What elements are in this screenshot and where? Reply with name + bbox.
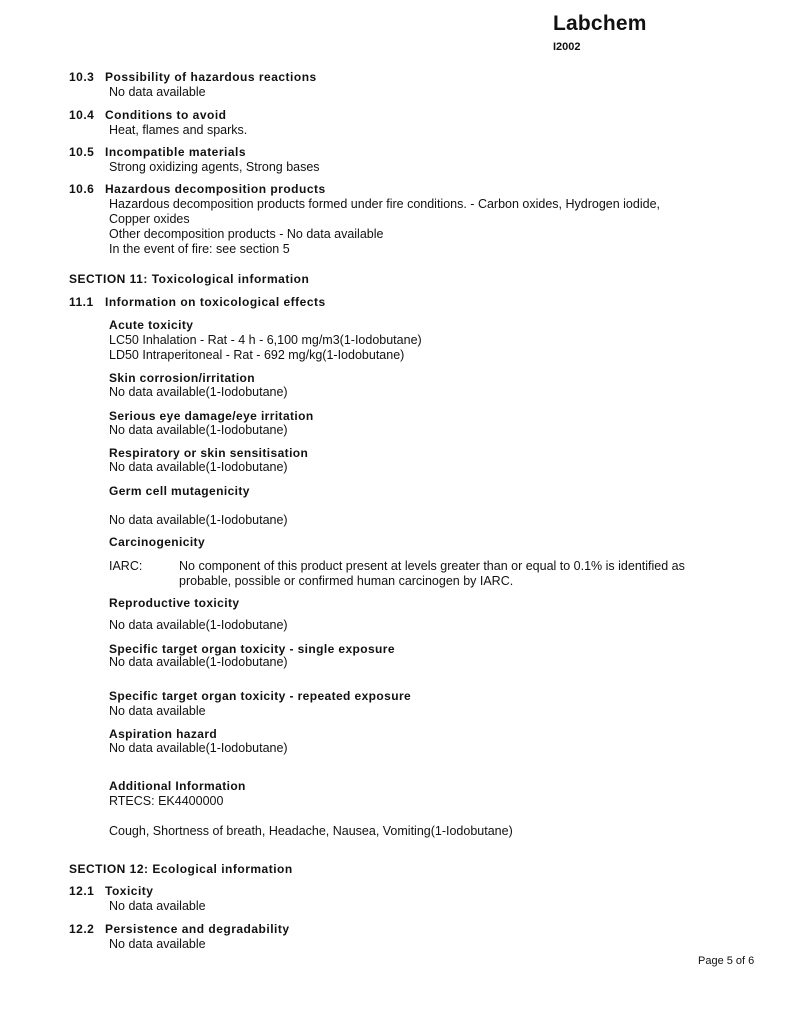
decomposition-line-2: Copper oxides (109, 212, 190, 226)
page-number: Page 5 of 6 (698, 955, 755, 967)
acute-toxicity-line-1: LC50 Inhalation - Rat - 4 h - 6,100 mg/m3(1-Iodobutane) (109, 333, 422, 347)
rtecs-number: RTECS: EK4400000 (109, 794, 224, 808)
reproductive-toxicity-title: Reproductive toxicity (109, 596, 240, 610)
aspiration-hazard-text: No data available(1-Iodobutane) (109, 741, 288, 755)
subsection-title: Hazardous decomposition products (105, 182, 326, 196)
skin-corrosion-title: Skin corrosion/irritation (109, 371, 256, 385)
acute-toxicity-line-2: LD50 Intraperitoneal - Rat - 692 mg/kg(1-Iodobutane) (109, 348, 405, 362)
subsection-number: 10.6 (69, 182, 95, 196)
subsection-title: Information on toxicological effects (105, 295, 326, 309)
stot-single-title: Specific target organ toxicity - single exposure (109, 642, 395, 656)
decomposition-line-3: Other decomposition products - No data available (109, 227, 384, 241)
germ-cell-title: Germ cell mutagenicity (109, 484, 250, 498)
additional-info-title: Additional Information (109, 779, 246, 793)
sensitisation-title: Respiratory or skin sensitisation (109, 446, 309, 460)
section-11-heading: SECTION 11: Toxicological information (69, 272, 310, 286)
subsection-10-5-heading (69, 145, 246, 159)
subsection-10-3-heading (69, 70, 317, 84)
skin-corrosion-text: No data available(1-Iodobutane) (109, 385, 288, 399)
subsection-number: 10.3 (69, 70, 95, 84)
subsection-10-4-heading (69, 108, 227, 122)
subsection-11-1-heading (69, 295, 326, 309)
subsection-title: Persistence and degradability (105, 922, 290, 936)
subsection-12-2-text: No data available (109, 937, 206, 951)
stot-single-text: No data available(1-Iodobutane) (109, 655, 288, 669)
reproductive-toxicity-text: No data available(1-Iodobutane) (109, 618, 288, 632)
subsection-12-1-text: No data available (109, 899, 206, 913)
iarc-line-2: probable, possible or confirmed human carcinogen by IARC. (179, 574, 514, 588)
aspiration-hazard-title: Aspiration hazard (109, 727, 218, 741)
subsection-title: Incompatible materials (105, 145, 247, 159)
subsection-number: 10.5 (69, 145, 95, 159)
subsection-title: Conditions to avoid (105, 108, 227, 122)
subsection-number: 10.4 (69, 108, 95, 122)
subsection-10-4-text: Heat, flames and sparks. (109, 123, 248, 137)
subsection-number: 12.2 (69, 922, 95, 936)
brand-name: Labchem (553, 12, 647, 35)
subsection-10-3-text: No data available (109, 85, 206, 99)
subsection-12-1-heading (69, 884, 153, 898)
section-12-heading: SECTION 12: Ecological information (69, 862, 293, 876)
stot-repeated-title: Specific target organ toxicity - repeated exposure (109, 689, 412, 703)
germ-cell-text: No data available(1-Iodobutane) (109, 513, 288, 527)
subsection-number: 12.1 (69, 884, 95, 898)
subsection-title: Toxicity (105, 884, 154, 898)
iarc-label: IARC: (109, 559, 143, 573)
eye-damage-text: No data available(1-Iodobutane) (109, 423, 288, 437)
carcinogenicity-title: Carcinogenicity (109, 535, 206, 549)
subsection-10-6-heading (69, 182, 326, 196)
subsection-12-2-heading (69, 922, 290, 936)
subsection-title: Possibility of hazardous reactions (105, 70, 317, 84)
eye-damage-title: Serious eye damage/eye irritation (109, 409, 314, 423)
product-code: I2002 (553, 41, 581, 53)
symptoms-text: Cough, Shortness of breath, Headache, Nausea, Vomiting(1-Iodobutane) (109, 824, 513, 838)
subsection-number: 11.1 (69, 295, 94, 309)
subsection-10-5-text: Strong oxidizing agents, Strong bases (109, 160, 320, 174)
decomposition-line-4: In the event of fire: see section 5 (109, 242, 290, 256)
iarc-line-1: No component of this product present at levels greater than or equal to 0.1% is identified as (179, 559, 685, 573)
sensitisation-text: No data available(1-Iodobutane) (109, 460, 288, 474)
stot-repeated-text: No data available (109, 704, 206, 718)
decomposition-line-1: Hazardous decomposition products formed under fire conditions. - Carbon oxides, Hydrogen iodide, (109, 197, 660, 211)
acute-toxicity-title: Acute toxicity (109, 318, 194, 332)
